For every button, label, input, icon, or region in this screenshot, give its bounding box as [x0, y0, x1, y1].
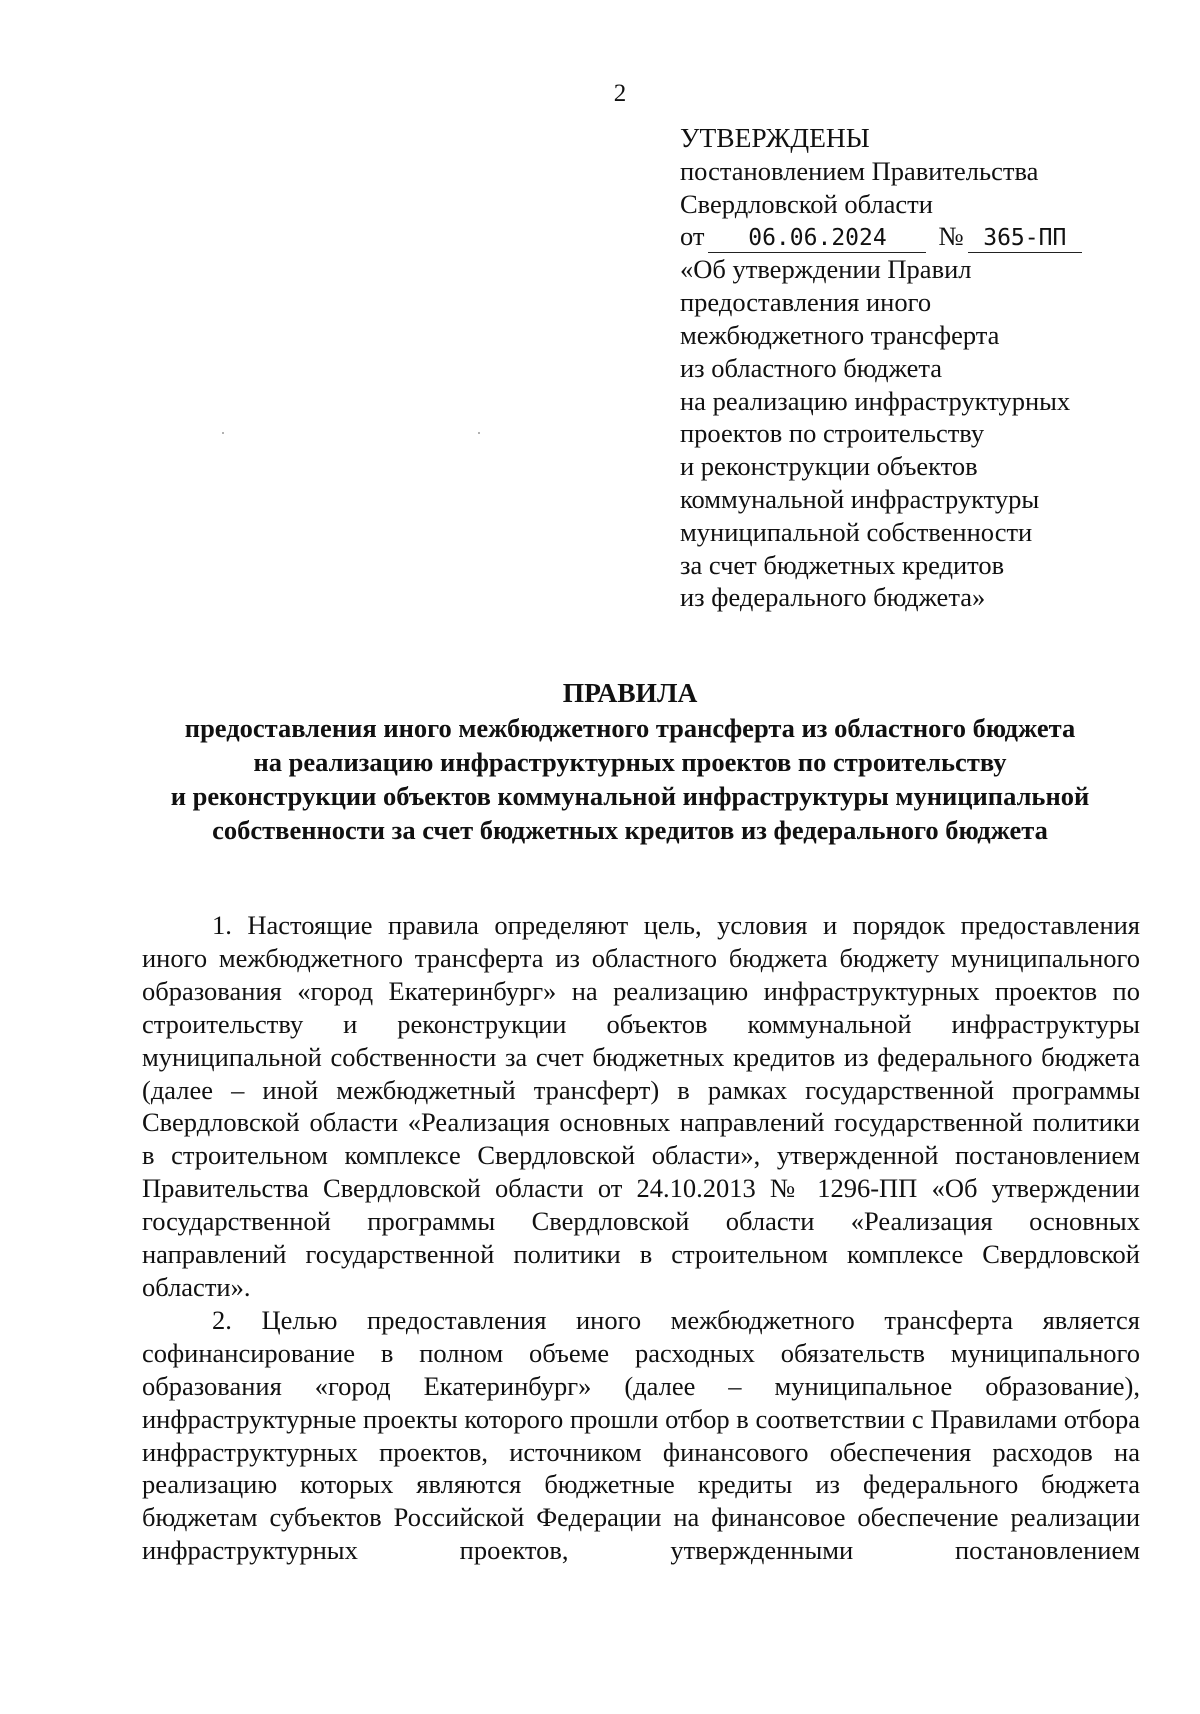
- approval-date: 06.06.2024: [708, 224, 926, 253]
- approval-subject-line: проектов по строительству: [680, 418, 985, 449]
- approval-subject-line: предоставления иного: [680, 287, 932, 318]
- title-line: собственности за счет бюджетных кредитов из федерального бюджета: [212, 815, 1048, 845]
- number-prefix: №: [938, 221, 964, 252]
- page-number: 2: [613, 80, 627, 107]
- title-line: на реализацию инфраструктурных проектов по строительству: [253, 747, 1007, 777]
- approval-date-row: [680, 220, 1140, 253]
- approval-line: Свердловской области: [680, 188, 933, 219]
- approval-subject-line: «Об утверждении Правил: [680, 254, 972, 285]
- approval-subject-line: межбюджетного трансферта: [680, 319, 1000, 350]
- approval-block: [680, 122, 1140, 614]
- title-line: предоставления иного межбюджетного трансферта из областного бюджета: [184, 713, 1076, 743]
- approval-subject-line: за счет бюджетных кредитов: [680, 549, 1005, 580]
- approval-heading: УТВЕРЖДЕНЫ: [680, 122, 870, 153]
- document-title: [130, 676, 1130, 847]
- approval-subject-line: и реконструкции объектов: [680, 451, 978, 482]
- approval-line: постановлением Правительства: [680, 155, 1039, 186]
- scan-speck: [222, 432, 224, 434]
- scan-speck: [478, 432, 480, 434]
- approval-number: 365-ПП: [968, 224, 1082, 253]
- date-prefix: от: [680, 221, 705, 252]
- document-body: [142, 909, 1140, 1567]
- approval-subject-line: на реализацию инфраструктурных: [680, 385, 1071, 416]
- approval-subject-line: из федерального бюджета»: [680, 582, 986, 613]
- title-line: и реконструкции объектов коммунальной инфраструктуры муниципальной: [170, 781, 1090, 811]
- approval-subject-line: коммунальной инфраструктуры: [680, 483, 1040, 514]
- approval-subject-line: муниципальной собственности: [680, 516, 1033, 547]
- title-main: ПРАВИЛА: [562, 677, 698, 708]
- approval-subject-line: из областного бюджета: [680, 352, 942, 383]
- paragraph-2: 2. Целью предоставления иного межбюджетного трансферта является софинансирование в полном объеме расходных обязательств муниципального образования «город Екатеринбург» (далее – муниципальное образование), инфраструктурные проекты которого прошли отбор в соответствии с Правилами отбора инфраструктурных проектов, источником финансового обеспечения расходов на реализацию которых являются бюджетные кредиты из федерального бюджета бюджетам субъектов Российской Федерации на финансовое обеспечение реализации инфраструктурных проектов, утвержденными постановлением: [142, 1304, 1140, 1566]
- paragraph-1: 1. Настоящие правила определяют цель, условия и порядок предоставления иного межбюджетного трансферта из областного бюджета бюджету муниципального образования «город Екатеринбург» на реализацию инфраструктурных проектов по строительству и реконструкции объектов коммунальной инфраструктуры муниципальной собственности за счет бюджетных кредитов из федерального бюджета (далее – иной межбюджетный трансферт) в рамках государственной программы Свердловской области «Реализация основных направлений государственной политики в строительном комплексе Свердловской области», утвержденной постановлением Правительства Свердловской области от 24.10.2013 № 1296-ПП «Об утверждении государственной программы Свердловской области «Реализация основных направлений государственной политики в строительном комплексе Свердловской области».: [142, 910, 1140, 1302]
